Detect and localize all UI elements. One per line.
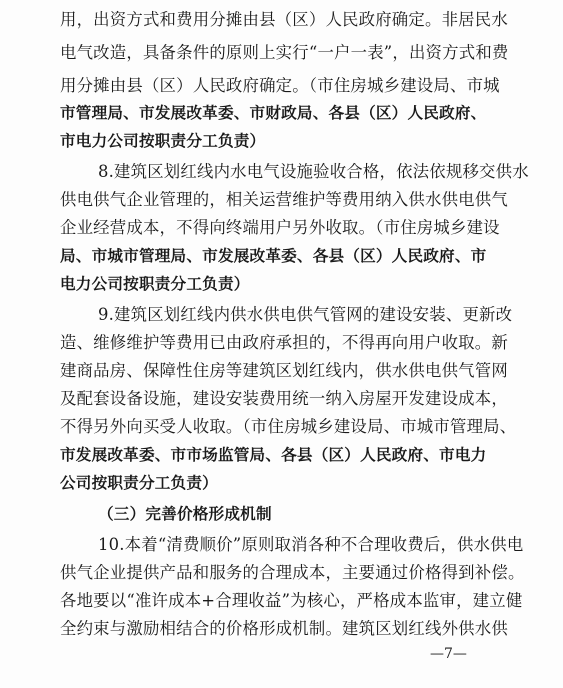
text-line-15: 不得另外向买受人收取。（市住房城乡建设局、市城市管理局、 [60, 417, 517, 436]
text-line-4: 市管理局、市发展改革委、市财政局、各县（区）人民政府、 [60, 104, 487, 122]
text-line-3: 用分摊由县（区）人民政府确定。（市住房城乡建设局、市城 [60, 76, 500, 95]
text-line-10: 电力公司按职责分工负责） [60, 275, 250, 293]
text-line-2: 电气改造，具备条件的原则上实行“一户一表”，出资方式和费 [60, 43, 509, 62]
text-line-6: 8.建筑区划红线内水电气设施验收合格，依法依规移交供水 [98, 162, 529, 181]
page-number: —7— [430, 646, 467, 662]
text-line-8: 企业经营成本，不得向终端用户另外收取。（市住房城乡建设 [60, 218, 500, 237]
text-line-22: 全约束与激励相结合的价格形成机制。建筑区划红线外供水供 [60, 619, 508, 638]
text-line-17: 公司按职责分工负责） [60, 474, 218, 492]
text-line-9: 局、市城市管理局、市发展改革委、各县（区）人民政府、市 [60, 247, 487, 265]
text-line-12: 造、维修维护等费用已由政府承担的，不得再向用户收取。新 [60, 333, 508, 352]
text-line-20: 供气企业提供产品和服务的合理成本，主要通过价格得到补偿。 [60, 563, 525, 582]
text-line-14: 及配套设备设施，建设安装费用统一纳入房屋开发建设成本， [60, 389, 508, 408]
text-line-21: 各地要以“准许成本+合理收益”为核心，严格成本监审，建立健 [60, 591, 523, 610]
text-line-19: 10.本着“清费顺价”原则取消各种不合理收费后，供水供电 [98, 535, 524, 554]
text-line-7: 供电供气企业管理的，相关运营维护等费用纳入供水供电供气 [60, 190, 508, 209]
text-line-5: 市电力公司按职责分工负责） [60, 132, 266, 150]
section-heading: （三）完善价格形成机制 [98, 505, 272, 523]
text-line-1: 用，出资方式和费用分摊由县（区）人民政府确定。非居民水 [60, 10, 508, 29]
text-line-11: 9.建筑区划红线内供水供电供气管网的建设安装、更新改 [98, 305, 513, 324]
text-line-16: 市发展改革委、市市场监管局、各县（区）人民政府、市电力 [60, 446, 487, 464]
text-line-13: 建商品房、保障性住房等建筑区划红线内，供水供电供气管网 [60, 361, 508, 380]
